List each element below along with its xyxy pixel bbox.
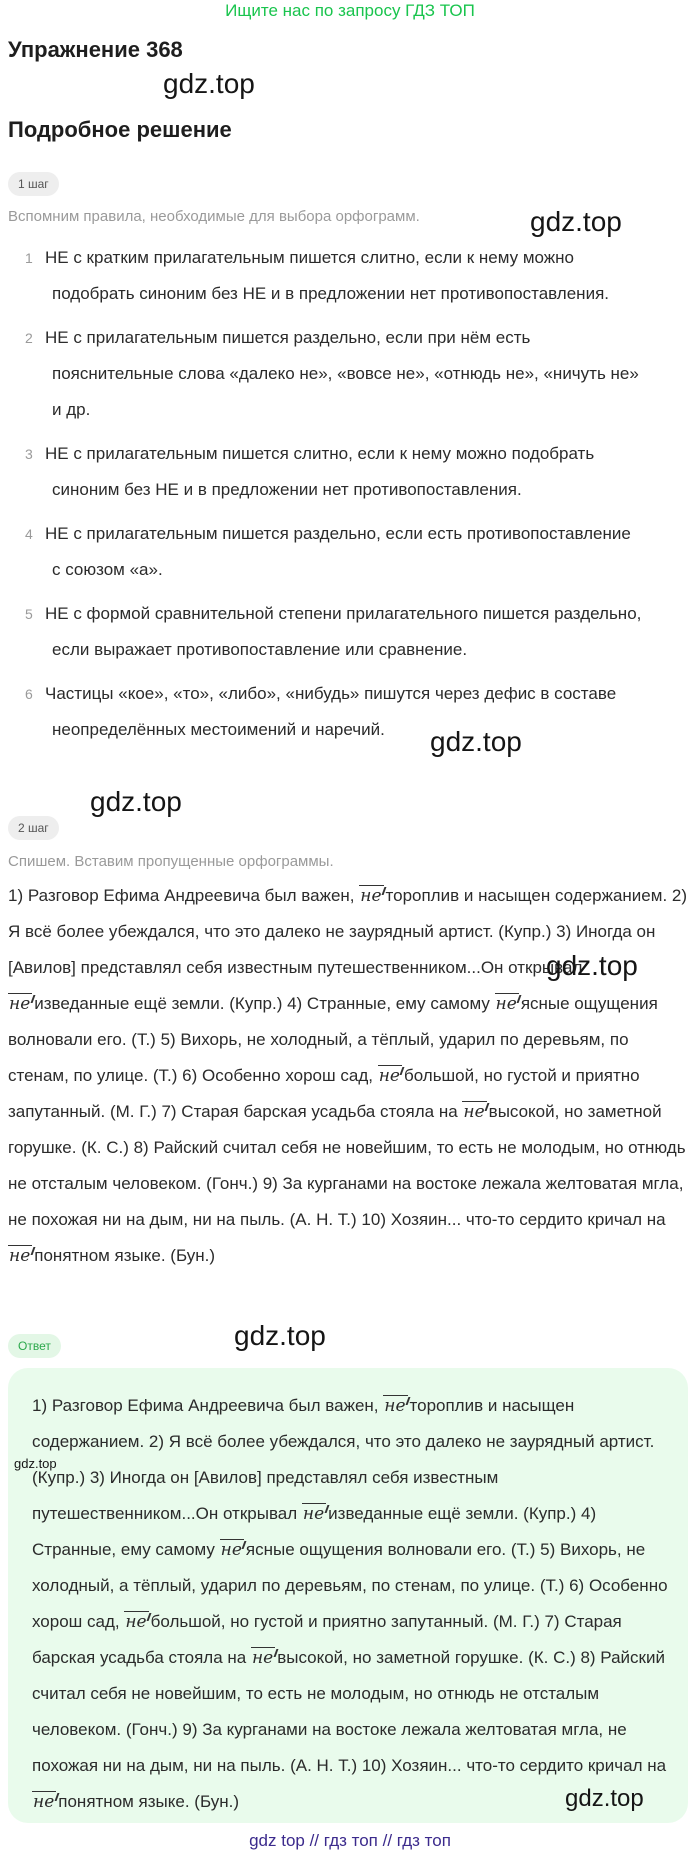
list-item-text: НЕ с прилагательным пишется раздельно, если есть противопоставление с союзом «а».	[45, 524, 631, 579]
watermark: gdz.top	[90, 786, 182, 817]
list-item-number: 1	[25, 250, 33, 266]
ne-mark: не	[9, 1246, 31, 1266]
list-item	[25, 320, 685, 428]
section-title: Подробное решение	[8, 117, 232, 142]
list-item-number: 3	[25, 446, 33, 462]
list-item	[25, 676, 685, 748]
ne-mark: не	[378, 1066, 400, 1086]
list-item-number: 6	[25, 686, 33, 702]
list-item	[25, 516, 685, 588]
ne-mark: не	[9, 994, 31, 1014]
list-item-number: 2	[25, 330, 33, 346]
ne-mark: не	[463, 1102, 485, 1122]
ne-mark: не	[360, 886, 382, 906]
solution-text: 1) Разговор Ефима Андреевича был важен, не тороплив и насыщен содержанием. 2) Я всё более убеждался, что это далеко не заурядный артист. (Купр.) 3) Иногда он [Авилов] представлял себя известным путешественником...Он открывал не изведанные ещё земли. (Купр.) 4) Странные, ему самому не ясные ощущения волновали его. (Т.) 5) Вихорь, не холодный, а тёплый, ударил по деревьям, по стенам, по улице. (Т.) 6) Особенно хорош сад, не большой, но густой и приятно запутанный. (М. Г.) 7) Старая барская усадьба стояла на не высокой, но заметной горушке. (К. С.) 8) Райский считал себя не новейшим, то есть не молодым, но отнюдь не отсталым человеком. (Гонч.) 9) За курганами на востоке лежала желтоватая мгла, не похожая ни на дым, ни на пыль. (А. Н. Т.) 10) Хозяин... что-то сердито кричал на не понятном языке. (Бун.)	[8, 886, 688, 1266]
list-item-number: 4	[25, 526, 33, 542]
list-item	[25, 436, 685, 508]
step-2-badge: 2 шаг	[8, 816, 59, 840]
ne-mark: не	[495, 994, 517, 1014]
ne-mark: не	[125, 1612, 147, 1632]
ne-mark: не	[384, 1396, 406, 1416]
watermark: gdz.top	[234, 1320, 326, 1351]
ne-mark: не	[220, 1540, 242, 1560]
step-2-hint: Спишем. Вставим пропущенные орфограммы.	[8, 853, 334, 870]
answer-box	[8, 1368, 688, 1823]
watermark: gdz.top	[565, 1785, 644, 1812]
list-item-number: 5	[25, 606, 33, 622]
list-item	[25, 596, 685, 668]
list-item-text: НЕ с прилагательным пишется раздельно, если при нём есть пояснительные слова «далеко не», «вовсе не», «отнюдь не», «ничуть не» и др.	[45, 328, 639, 419]
watermark: gdz.top	[430, 726, 522, 757]
list-item-text: НЕ с прилагательным пишется слитно, если к нему можно подобрать синоним без НЕ и в предложении нет противопоставления.	[45, 444, 595, 499]
list-item	[25, 240, 685, 312]
watermark: gdz.top	[546, 950, 638, 981]
watermark: gdz.top	[530, 206, 622, 237]
ne-mark: не	[251, 1648, 274, 1668]
ne-mark: не	[302, 1504, 325, 1524]
list-item-text: НЕ с кратким прилагательным пишется слитно, если к нему можно подобрать синоним без НЕ и в предложении нет противопоставления.	[45, 248, 609, 303]
watermark: gdz.top	[14, 1456, 57, 1471]
step-1-badge: 1 шаг	[8, 172, 59, 196]
footer-links[interactable]: gdz top // гдз топ // гдз топ	[249, 1831, 451, 1850]
page-title: Упражнение 368	[8, 37, 183, 62]
watermark: gdz.top	[163, 68, 255, 99]
list-item-text: Частицы «кое», «то», «либо», «нибудь» пишутся через дефис в составе неопределённых местоимений и наречий.	[45, 684, 617, 739]
list-item-text: НЕ с формой сравнительной степени прилагательного пишется раздельно, если выражает противопоставление или сравнение.	[45, 604, 642, 659]
answer-text: 1) Разговор Ефима Андреевича был важен, не тороплив и насыщен содержанием. 2) Я всё более убеждался, что это далеко не заурядный артист. (Купр.) 3) Иногда он [Авилов] представлял себя известным путешественником...Он открывал не изведанные ещё земли. (Купр.) 4) Странные, ему самому не ясные ощущения волновали его. (Т.) 5) Вихорь, не холодный, а тёплый, ударил по деревьям, по стенам, по улице. (Т.) 6) Особенно хорош сад, не большой, но густой и приятно запутанный. (М. Г.) 7) Старая барская усадьба стояла на не высокой, но заметной горушке. (К. С.) 8) Райский считал себя не новейшим, то есть не молодым, но отнюдь не отсталым человеком. (Гонч.) 9) За курганами на востоке лежала желтоватая мгла, не похожая ни на дым, ни на пыль. (А. Н. Т.) 10) Хозяин... что-то сердито кричал на не понятном языке. (Бун.)	[32, 1396, 668, 1812]
top-banner[interactable]: Ищите нас по запросу ГДЗ ТОП	[225, 1, 475, 20]
answer-badge: Ответ	[8, 1334, 61, 1358]
step-1-hint: Вспомним правила, необходимые для выбора орфограмм.	[8, 208, 420, 225]
ne-mark: не	[33, 1792, 55, 1812]
